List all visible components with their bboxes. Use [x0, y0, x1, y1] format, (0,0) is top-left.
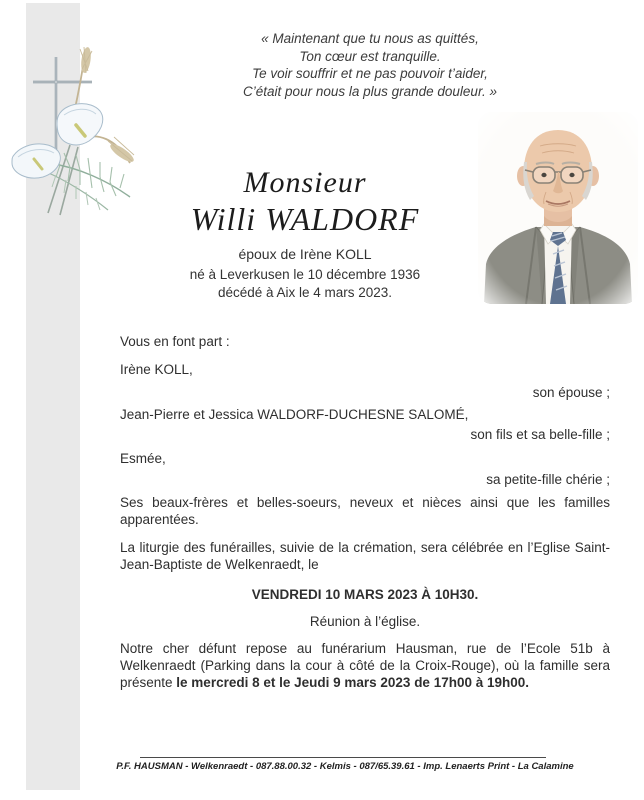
quote-line-4: C’était pour nous la plus grande douleur. »	[243, 83, 497, 99]
birth-line: né à Leverkusen le 10 décembre 1936	[189, 267, 421, 282]
relative-relation-2: son fils et sa belle-fille ;	[470, 427, 610, 442]
meeting-line: Réunion à l’église.	[309, 614, 421, 629]
relative-relation-1: son épouse ;	[532, 385, 610, 400]
quote-line-2: Ton cœur est tranquille.	[299, 48, 441, 64]
deceased-title: Monsieur	[243, 166, 367, 199]
announcement-body	[120, 333, 610, 691]
cross-and-lilies-icon	[8, 45, 138, 220]
relative-relation-3: sa petite-fille chérie ;	[486, 472, 610, 487]
intro-line: Vous en font part :	[120, 334, 230, 349]
quote-line-1: « Maintenant que tu nous as quittés,	[261, 31, 479, 46]
visitation-hours: le mercredi 8 et le Jeudi 9 mars 2023 de 17h00 à 19h00.	[176, 675, 530, 690]
relative-name-3: Esmée,	[120, 451, 166, 466]
footer-divider	[140, 757, 546, 758]
visitation-paragraph	[120, 640, 610, 691]
liturgy-line: La liturgie des funérailles, suivie de la crémation, sera célébrée en l’Eglise Saint-Jean-Baptiste de Welkenraedt, le	[120, 540, 610, 572]
deceased-name: Willi WALDORF	[190, 201, 420, 237]
memorial-quote	[170, 30, 570, 100]
funeral-home-footer: P.F. HAUSMAN - Welkenraedt - 087.88.00.32 - Kelmis - 087/65.39.61 - Imp. Lenaerts Print - La Calamine	[116, 761, 574, 772]
portrait-photo	[478, 112, 638, 304]
death-line: décédé à Aix le 4 mars 2023.	[217, 285, 393, 300]
relative-name-1: Irène KOLL,	[120, 362, 193, 377]
relative-name-2: Jean-Pierre et Jessica WALDORF-DUCHESNE SALOMÉ,	[120, 407, 469, 422]
quote-line-3: Te voir souffrir et ne pas pouvoir t’aider,	[252, 66, 488, 81]
extended-family-line: Ses beaux-frères et belles-soeurs, neveux et nièces ainsi que les familles apparentées.	[120, 495, 610, 527]
deceased-identity	[120, 166, 490, 302]
spouse-line: époux de Irène KOLL	[238, 246, 372, 262]
visitation-text: Notre cher défunt repose au funérarium Hausman, rue de l’Ecole 51b à Welkenraedt (Parking dans la cour à côté de la Croix-Rouge), où la famille sera présente	[120, 641, 610, 690]
ceremony-date: VENDREDI 10 MARS 2023 À 10H30.	[251, 587, 479, 602]
